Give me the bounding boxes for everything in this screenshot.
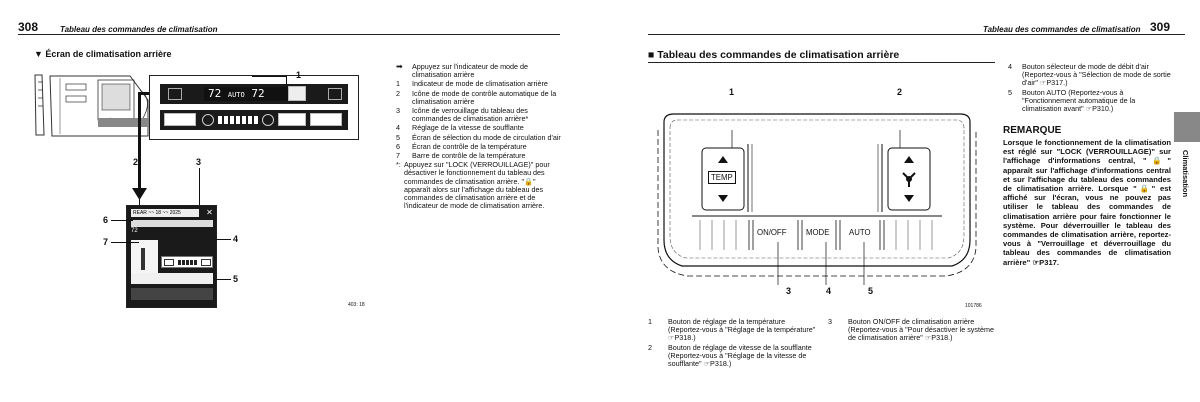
left-header-rule [18, 34, 560, 35]
rcallout-5: 5 [868, 286, 874, 296]
left-section-title: ▼ Écran de climatisation arrière [34, 49, 172, 59]
legend-row [396, 63, 562, 79]
leader-7 [111, 242, 139, 243]
legend-marker: 1 [396, 79, 400, 89]
legend-row [396, 152, 562, 160]
leader-6 [111, 220, 133, 221]
left-legend [396, 63, 562, 210]
side-tab-block [1174, 112, 1200, 142]
remark-body: Lorsque le fonctionnement de la climatisation est réglé sur "LOCK (VERROUILLAGE)" sur l'affichage d'informations central, "🔒" apparaît sur l'affichage d'informations central et sur l'affichage du tableau des commandes de climatisation arrière. Lorsque "🔒" est affiché sur l'écran, vous ne pouvez pas utiliser le tableau des commandes de climatisation arrière pour faire fonctionner le système. Pour déverrouiller le tableau des commandes de climatisation arrière, reportez-vous à "Verrouillage et déverrouillage du tableau des commandes de climatisation arrière" ☞P317. [1003, 138, 1171, 267]
legend-text: Écran de sélection du mode de circulation d'air [412, 132, 561, 142]
right-legend-top [1008, 63, 1171, 113]
side-tab[interactable] [1181, 150, 1193, 240]
leader-line-1b [286, 76, 287, 88]
close-icon[interactable]: ✕ [206, 208, 213, 217]
legend-row [396, 107, 562, 123]
legend-marker: 4 [1008, 62, 1012, 71]
blower-speed-control[interactable] [161, 256, 213, 268]
legend-row [828, 318, 994, 343]
callout-7: 7 [103, 237, 109, 247]
left-running-head: Tableau des commandes de climatisation [60, 25, 218, 34]
right-running-head: Tableau des commandes de climatisation [983, 25, 1141, 34]
seat-right-icon [328, 88, 342, 100]
rear-btn-left[interactable] [164, 113, 196, 126]
blower-plus-icon[interactable] [201, 259, 211, 266]
right-section-title: ■ Tableau des commandes de climatisation arrière [648, 49, 900, 61]
legend-marker: 2 [648, 342, 652, 352]
screen-mode-row[interactable] [131, 220, 213, 227]
legend-text: Icône de verrouillage du tableau des commandes de climatisation arrière* [412, 106, 529, 124]
display-temp-left: 72 [208, 87, 222, 100]
rear-control-panel-drawing [652, 100, 982, 305]
screen-bottom-icon-bar [131, 288, 213, 300]
rear-panel-top-strip [160, 84, 348, 104]
rear-mode-indicator[interactable] [288, 86, 306, 101]
screen-temp-small: 72 [131, 228, 138, 234]
mode-button[interactable]: MODE [806, 228, 830, 237]
highlight-band [98, 118, 150, 127]
legend-marker: 4 [396, 123, 400, 133]
side-tab-label: Climatisation [1181, 150, 1190, 198]
legend-marker: 6 [396, 141, 400, 151]
right-header-rule [648, 34, 1185, 35]
display-temp-right: 72 [251, 87, 265, 100]
legend-marker: 5 [1008, 87, 1012, 97]
temperature-control-bar[interactable] [141, 248, 145, 270]
legend-row [396, 124, 562, 132]
legend-text: Écran de contrôle de la température [412, 141, 527, 151]
legend-text: Indicateur de mode de climatisation arrière [412, 79, 548, 89]
legend-marker: 2 [396, 88, 400, 98]
right-section-rule [648, 62, 995, 63]
footnote-marker: *: [396, 160, 401, 170]
callout-1: 1 [296, 70, 302, 80]
remark-section [1003, 125, 1171, 267]
leader-2 [139, 168, 140, 205]
legend-marker: 3 [828, 317, 832, 326]
right-page-number: 309 [1150, 20, 1171, 34]
legend-text: Bouton AUTO (Reportez-vous à "Fonctionnement automatique de la climatisation avant" ☞P310.) [1022, 87, 1136, 114]
legend-text: Bouton sélecteur de mode de débit d'air (Reportez-vous à "Sélection de mode de sortie d'air" ☞P317.) [1022, 62, 1171, 88]
rcallout-1: 1 [729, 87, 735, 97]
rear-btn-right[interactable] [310, 113, 342, 126]
rear-panel-bottom-strip [160, 110, 348, 130]
seat-left-icon [168, 88, 182, 100]
leader-4 [216, 239, 231, 240]
legend-marker: ➡ [396, 62, 403, 71]
fan-icon-large [262, 114, 274, 126]
legend-text: Bouton de réglage de vitesse de la soufflante (Reportez-vous à "Réglage de la vitesse de soufflante" ☞P318.) [668, 342, 812, 369]
temp-button[interactable]: TEMP [708, 171, 736, 184]
fan-icon [202, 114, 214, 126]
legend-row [648, 318, 816, 343]
legend-marker: 3 [396, 106, 400, 116]
remark-title: REMARQUE [1003, 125, 1062, 136]
legend-marker: 5 [396, 132, 400, 142]
legend-row [396, 90, 562, 106]
legend-row [648, 344, 816, 369]
legend-row [396, 80, 562, 88]
footnote-row [396, 161, 562, 210]
right-figure-code: 101786 [965, 303, 982, 309]
on-off-button[interactable]: ON/OFF [757, 228, 787, 237]
legend-text: Bouton ON/OFF de climatisation arrière (Reportez-vous à "Pour désactiver le système de climatisation arrière" ☞P318.) [848, 317, 994, 343]
auto-button[interactable]: AUTO [849, 228, 871, 237]
callout-4: 4 [233, 234, 239, 244]
left-figure-code: 403: 18 [348, 302, 365, 308]
legend-row [1008, 89, 1171, 114]
rcallout-2: 2 [897, 87, 903, 97]
callout-2: 2 [133, 157, 139, 167]
legend-row [396, 143, 562, 151]
leader-3 [199, 168, 200, 205]
rear-btn-mid[interactable] [278, 113, 306, 126]
legend-text: Appuyez sur l'indicateur de mode de climatisation arrière [412, 62, 529, 80]
right-legend-bottom-right [828, 318, 994, 343]
callout-5: 5 [233, 274, 239, 284]
legend-text: Réglage de la vitesse de soufflante [412, 123, 524, 133]
airflow-mode-selection-screen[interactable] [131, 273, 213, 284]
blower-level-bar [178, 260, 198, 265]
legend-text: Icône de mode de contrôle automatique de la climatisation arrière [412, 88, 557, 106]
leader-5 [216, 279, 231, 280]
legend-text: Bouton de réglage de la température (Reportez-vous à "Réglage de la température" ☞P318.) [668, 317, 816, 343]
display-auto: AUTO [227, 91, 245, 99]
left-page-number: 308 [18, 20, 39, 34]
leader-line-1 [252, 76, 287, 77]
right-legend-bottom-left [648, 318, 816, 368]
screen-top-label: REAR ~~ 18 ~~ 2025 [131, 209, 199, 217]
legend-marker: 7 [396, 151, 400, 161]
legend-marker: 1 [648, 317, 652, 326]
rcallout-3: 3 [786, 286, 792, 296]
legend-text: Barre de contrôle de la température [412, 151, 526, 161]
fan-speed-bar [218, 116, 258, 124]
rcallout-4: 4 [826, 286, 832, 296]
legend-row [396, 134, 562, 142]
callout-6: 6 [103, 215, 109, 225]
callout-3: 3 [196, 157, 202, 167]
rear-panel-zoom-box [149, 75, 359, 140]
footnote-text: Appuyez sur "LOCK (VERROUILLAGE)" pour désactiver le fonctionnement du tableau des commandes de climatisation arrière. "🔒" apparaît alors sur l'affichage du tableau des commandes de climatisation arrière et de l'indicateur de mode de climatisation arrière. [404, 160, 550, 211]
blower-minus-icon[interactable] [164, 259, 174, 266]
legend-row [1008, 63, 1171, 88]
rear-climate-screen [126, 205, 217, 308]
